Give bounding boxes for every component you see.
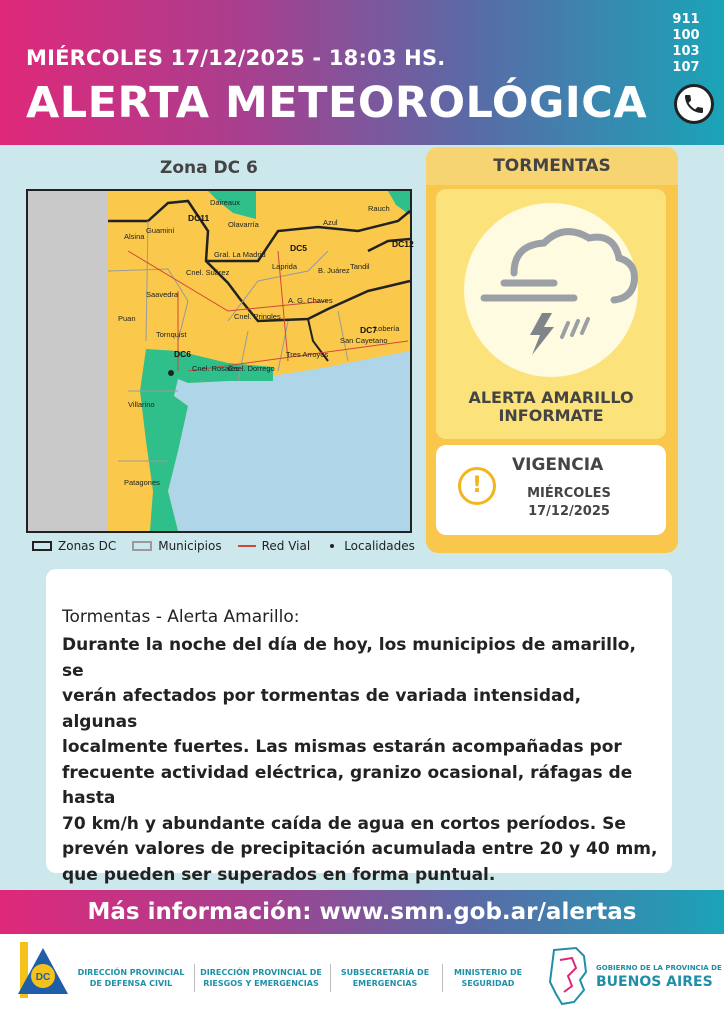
vigencia-card	[436, 445, 666, 535]
province-logo	[546, 946, 592, 1006]
zone-map	[26, 189, 412, 533]
map-label: Tandil	[350, 262, 370, 271]
phenomenon-title: TORMENTAS	[426, 147, 678, 185]
description-box	[46, 569, 672, 885]
map-label: Olavarría	[228, 220, 259, 229]
alert-card	[436, 189, 666, 439]
map-label: Cnel. Dorrego	[228, 364, 275, 373]
alert-level-sub: INFORMATE	[498, 406, 604, 425]
map-label: Puan	[118, 314, 136, 323]
description-line: prevén valores de precipitación acumulada entre 20 y 40 mm,	[62, 839, 658, 859]
org-seguridad	[446, 967, 530, 989]
map-label: Rauch	[368, 204, 390, 213]
description-title: Tormentas - Alerta Amarillo:	[62, 607, 300, 627]
map-label: A. G. Chaves	[288, 296, 333, 305]
map-label: Gral. La Madrid	[214, 250, 266, 259]
map-label: Alsina	[124, 232, 145, 241]
exclamation-icon: !	[458, 467, 496, 505]
gob-label: GOBIERNO DE LA PROVINCIA DE	[596, 964, 722, 972]
vigencia-title: VIGENCIA	[512, 455, 604, 475]
zone-label: DC5	[290, 243, 308, 253]
phone-number[interactable]: 911	[672, 12, 700, 27]
map-label: Tres Arroyos	[286, 350, 329, 359]
legend-municipio-swatch	[132, 541, 152, 551]
vigencia-day: MIÉRCOLES	[527, 486, 611, 501]
vigencia-date-value: 17/12/2025	[528, 504, 610, 519]
org-line: SUBSECRETARÍA DE	[340, 968, 430, 977]
legend-label: Red Vial	[261, 539, 311, 553]
map-legend	[32, 539, 425, 553]
zone-label: DC12	[392, 239, 414, 249]
map-label: Cnel. Rosales	[192, 364, 239, 373]
alert-level-label: ALERTA AMARILLO	[468, 388, 634, 407]
defensa-civil-logo	[14, 940, 72, 1006]
org-defensa-civil	[76, 967, 186, 989]
org-emergencias	[336, 967, 434, 989]
description-line: verán afectados por tormentas de variada intensidad, algunas	[62, 686, 582, 732]
divider	[194, 964, 195, 992]
map-label: Daireaux	[210, 198, 241, 207]
map-label: Patagones	[124, 478, 160, 487]
header-banner	[0, 0, 724, 145]
legend-label: Localidades	[344, 539, 415, 553]
dc-logo-text: DC	[35, 972, 51, 983]
description-line: que pueden ser superados en forma puntual.	[62, 864, 496, 885]
map-label: Cnel. Pringles	[234, 312, 281, 321]
org-line: EMERGENCIAS	[352, 979, 418, 988]
legend-zone-swatch	[32, 541, 52, 551]
org-line: DIRECCIÓN PROVINCIAL	[77, 968, 185, 977]
map-label: Saavedra	[146, 290, 179, 299]
description-body	[62, 633, 658, 888]
org-line: SEGURIDAD	[461, 979, 515, 988]
content-area	[0, 145, 724, 890]
legend-locality-swatch	[330, 544, 334, 548]
org-line: MINISTERIO DE	[453, 968, 523, 977]
gob-name: BUENOS AIRES	[596, 974, 713, 990]
zone-label: DC11	[188, 213, 210, 223]
vigencia-date	[494, 485, 644, 521]
map-label: San Cayetano	[340, 336, 388, 345]
more-info-link[interactable]: Más información: www.smn.gob.ar/alertas	[0, 890, 724, 934]
org-line: RIESGOS Y EMERGENCIAS	[203, 979, 319, 988]
map-label: Villarino	[128, 400, 155, 409]
zone-label: DC7	[360, 325, 378, 335]
map-label: Guaminí	[146, 226, 175, 235]
map-label: Cnel. Suárez	[186, 268, 230, 277]
phone-number[interactable]: 100	[672, 28, 700, 43]
alert-panel	[426, 147, 678, 553]
map-label: Laprida	[272, 262, 298, 271]
description-line: 70 km/h y abundante caída de agua en cortos períodos. Se	[62, 813, 626, 834]
description-line: localmente fuertes. Las mismas estarán acompañadas por	[62, 737, 622, 757]
legend-road-swatch	[238, 545, 256, 547]
map-label: Azul	[323, 218, 338, 227]
map-label: Lobería	[374, 324, 400, 333]
org-riesgos	[198, 967, 324, 989]
description-line: Durante la noche del día de hoy, los municipios de amarillo, se	[62, 635, 636, 681]
alert-level	[436, 389, 666, 425]
map-label: Tornquist	[156, 330, 187, 339]
footer	[0, 934, 724, 1024]
zone-title: Zona DC 6	[160, 158, 258, 178]
org-line: DIRECCIÓN PROVINCIAL DE	[200, 968, 322, 977]
phone-icon	[674, 84, 714, 124]
legend-label: Zonas DC	[58, 539, 117, 553]
map-label: B. Juárez	[318, 266, 350, 275]
legend-label: Municipios	[158, 539, 222, 553]
org-line: DE DEFENSA CIVIL	[89, 979, 173, 988]
neighbour-province	[28, 191, 108, 531]
description-line: frecuente actividad eléctrica, granizo ocasional, ráfagas de hasta	[62, 762, 633, 808]
zone-label: DC6	[174, 349, 192, 359]
emergency-phones	[668, 12, 704, 76]
divider	[330, 964, 331, 992]
page-title: ALERTA METEOROLÓGICA	[26, 78, 648, 128]
phone-number[interactable]: 107	[672, 60, 700, 75]
phone-number[interactable]: 103	[672, 44, 700, 59]
storm-cloud-icon	[464, 203, 638, 377]
alert-date: MIÉRCOLES 17/12/2025 - 18:03 HS.	[26, 46, 446, 70]
divider	[442, 964, 443, 992]
